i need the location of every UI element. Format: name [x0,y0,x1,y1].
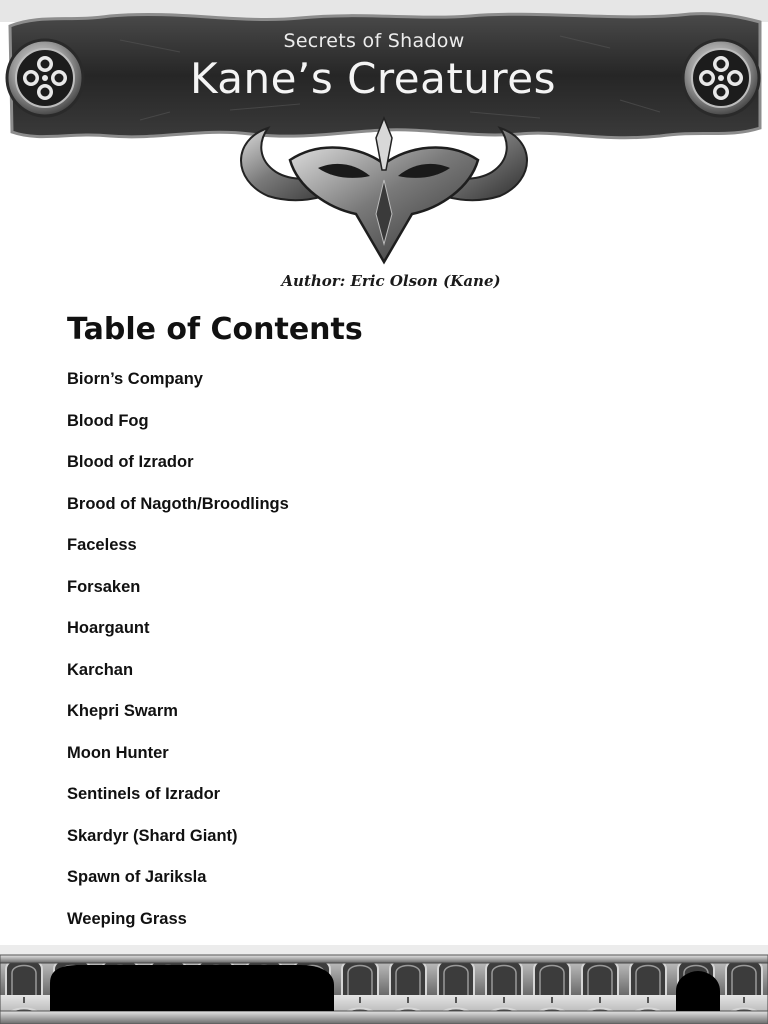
toc-entry-faceless[interactable]: Faceless [67,536,137,554]
toc-entry-skardyr[interactable]: Skardyr (Shard Giant) [67,826,238,845]
toc-entry-hoargaunt[interactable]: Hoargaunt [67,619,150,637]
banner-subtitle: Secrets of Shadow [283,30,465,52]
toc-entry-blood-fog[interactable]: Blood Fog [67,411,149,430]
toc-entry-khepri-swarm[interactable]: Khepri Swarm [67,702,178,720]
toc-entry-brood-of-nagoth[interactable]: Brood of Nagoth/Broodlings [67,494,289,513]
toc-entry-sentinels-of-izrador[interactable]: Sentinels of Izrador [67,785,221,803]
toc-entry-weeping-grass[interactable]: Weeping Grass [67,909,187,928]
author-line: Author: Eric Olson (Kane) [281,272,501,290]
toc-list [67,367,289,948]
toc-heading: Table of Contents [67,312,363,347]
banner-title: Kane’s Creatures [190,54,556,103]
toc-entry-karchan[interactable]: Karchan [67,660,134,679]
toc-entry-moon-hunter[interactable]: Moon Hunter [67,743,169,762]
horned-mask-icon [241,118,527,262]
toc-entry-blood-of-izrador[interactable]: Blood of Izrador [67,453,194,471]
toc-entry-forsaken[interactable]: Forsaken [67,577,141,596]
toc-entry-spawn-of-jariksla[interactable]: Spawn of Jariksla [67,868,207,886]
toc-entry-biorns-company[interactable]: Biorn’s Company [67,370,203,388]
footer-arcade [0,945,768,1024]
